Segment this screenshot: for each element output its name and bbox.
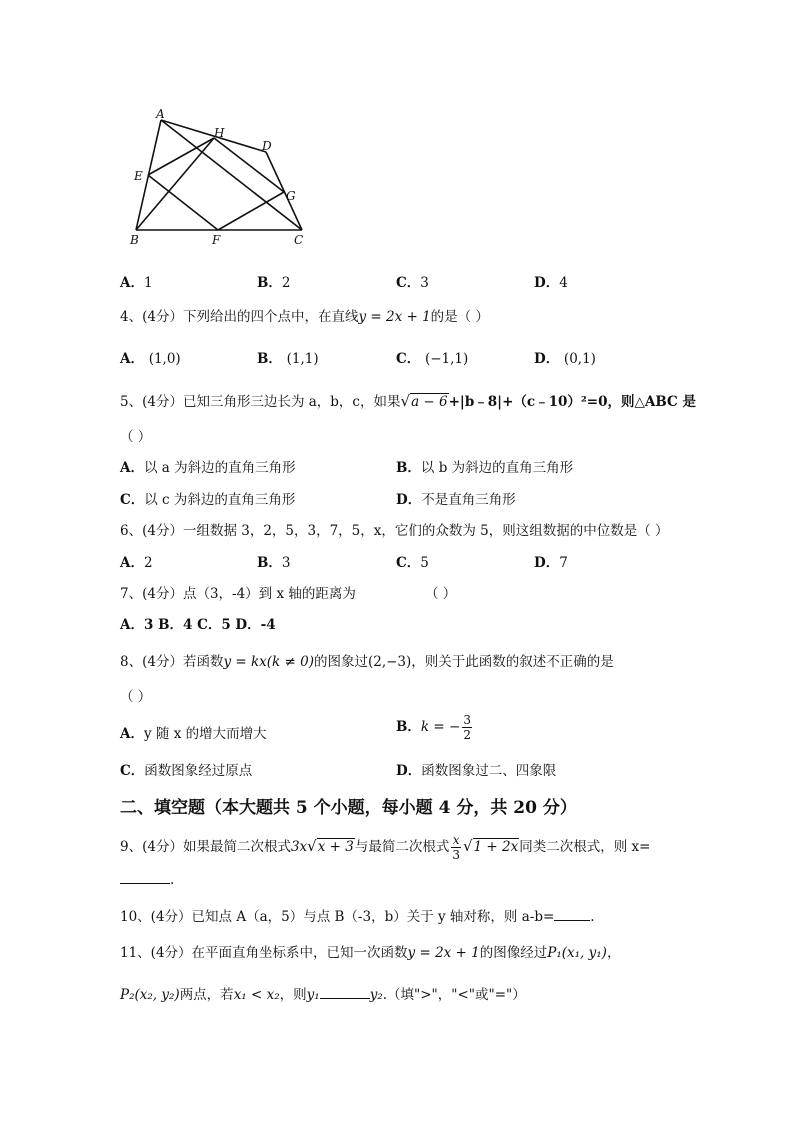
label-d: D	[262, 139, 272, 153]
segment-fg	[218, 192, 284, 230]
q7-paren: （ ）	[425, 586, 457, 602]
q3-option-d: D．4	[534, 275, 568, 291]
q6-option-c: C．5	[396, 555, 429, 571]
label-g: G	[286, 189, 296, 203]
label-h: H	[214, 126, 225, 140]
q10-answer-blank[interactable]	[554, 908, 590, 921]
q5-option-d: D．不是直角三角形	[396, 492, 516, 508]
q4-option-a: A． (1,0)	[120, 351, 181, 367]
q5-option-c: C．以 c 为斜边的直角三角形	[120, 492, 296, 508]
q8-option-c: C．函数图象经过原点	[120, 763, 253, 779]
q5-option-b: B．以 b 为斜边的直角三角形	[396, 460, 574, 476]
q4-option-b: B． (1,1)	[257, 351, 319, 367]
q6-question: 6、(4分）一组数据 3，2，5，3，7，5，x，它们的众数为 5，则这组数据的中位数是（ ）	[120, 523, 669, 539]
q8-option-b: B．k = − $\frac{3}{2}$	[396, 713, 471, 742]
q9-question: 9、(4分）如果最简二次根式3x√x + 3与最简二次根式 $\frac{x}{3}$ √1 + 2x同类二次根式，则 x=	[120, 833, 651, 862]
segment-eh	[148, 138, 214, 175]
label-a: A	[156, 108, 165, 121]
q8-option-a: A．y 随 x 的增大而增大	[120, 726, 267, 742]
q5-question: 5、(4分）已知三角形三边长为 a，b，c，如果√a − 6+|b﹣8|+（c﹣10）²=0，则△ABC 是	[120, 392, 696, 410]
section-heading-fill-in: 二、填空题（本大题共 5 个小题，每小题 4 分，共 20 分）	[120, 798, 577, 818]
q11-question-line2: P₂(x₂, y₂)两点，若x₁ < x₂，则y₁ y₂.（填">"，"<"或"="）	[120, 987, 526, 1003]
label-f: F	[212, 233, 221, 247]
label-e: E	[134, 169, 143, 183]
q6-option-b: B．3	[257, 555, 291, 571]
q8-question: 8、(4分）若函数y = kx(k ≠ 0)的图象过(2,−3)，则关于此函数的叙述不正确的是	[120, 654, 614, 670]
q6-option-a: A．2	[120, 555, 153, 571]
q11-answer-blank[interactable]	[320, 986, 370, 999]
q3-option-b: B．2	[257, 275, 291, 291]
q4-option-d: D． (0,1)	[534, 351, 596, 367]
label-b: B	[130, 233, 139, 247]
label-c: C	[294, 233, 304, 247]
q3-option-a: A．1	[120, 275, 153, 291]
q5-paren: （ ）	[120, 429, 152, 445]
q10-question: 10、(4分）已知点 A（a，5）与点 B（-3，b）关于 y 轴对称，则 a-b= .	[120, 909, 595, 925]
q11-question: 11、(4分）在平面直角坐标系中，已知一次函数y = 2x + 1的图像经过P₁(x₁, y₁)，	[120, 945, 621, 961]
q3-option-c: C．3	[396, 275, 429, 291]
segment-bh	[136, 138, 214, 230]
q7-question: 7、(4分）点（3，-4）到 x 轴的距离为	[120, 586, 356, 602]
q7-options: A．3 B．4 C．5 D．-4	[120, 617, 276, 633]
q8-option-d: D．函数图象过二、四象限	[396, 763, 557, 779]
q5-option-a: A．以 a 为斜边的直角三角形	[120, 460, 296, 476]
q8-paren: （ ）	[120, 689, 152, 705]
trapezoid-figure	[126, 108, 316, 253]
q9-answer-blank[interactable]: .	[120, 871, 174, 888]
q4-question: 4、(4分）下列给出的四个点中，在直线y = 2x + 1的是（ ）	[120, 309, 489, 325]
q6-option-d: D．7	[534, 555, 568, 571]
q4-option-c: C． (−1,1)	[396, 351, 469, 367]
